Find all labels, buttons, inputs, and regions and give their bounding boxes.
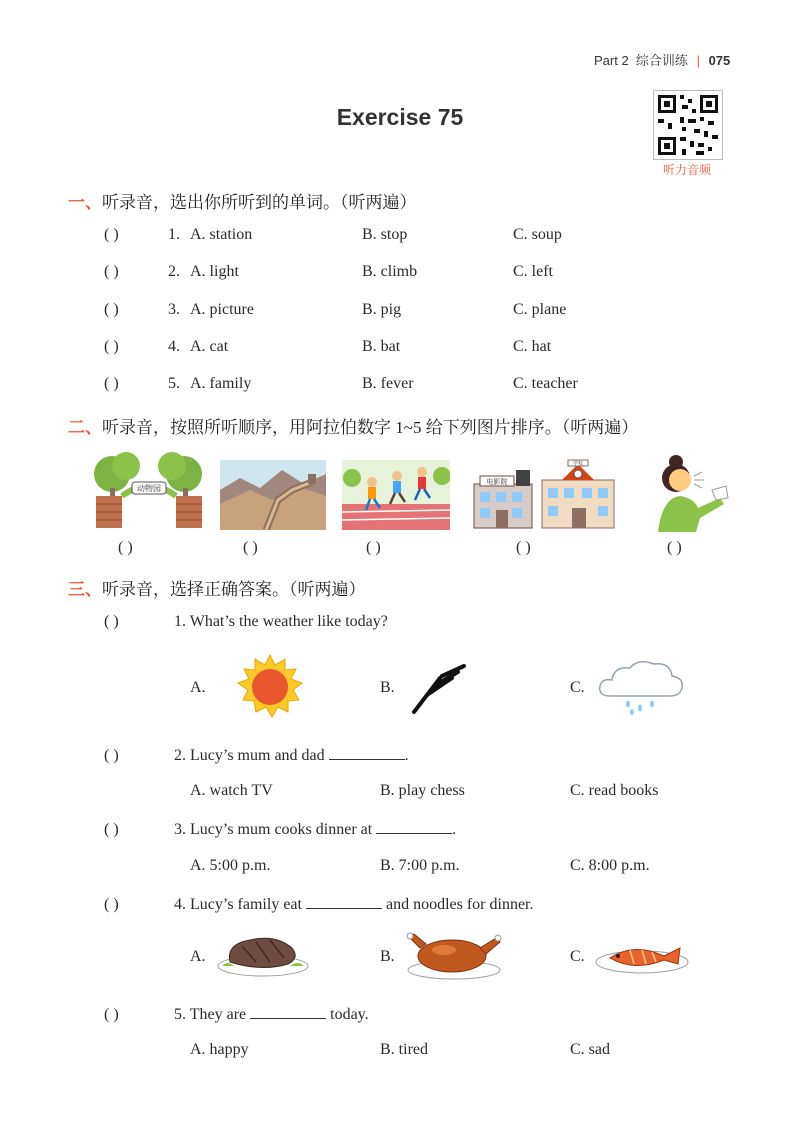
picture-paren-4[interactable]: ( ) [516,539,531,556]
option-a: A. happy [190,1041,249,1058]
option-c: C. teacher [513,375,578,392]
section2-title [68,413,638,438]
section2-instruction: 听录音，按照所听顺序，用阿拉伯数字 1~5 给下列图片排序。（听两遍） [102,418,639,437]
question-5 [104,1004,369,1024]
option-a: A. cat [190,338,229,355]
picture-paren-2[interactable]: ( ) [243,539,258,556]
item-number: 4. [168,338,180,355]
answer-blank[interactable] [376,819,452,834]
school-sign: 学校 [572,461,584,467]
answer-paren[interactable]: ( ) [104,226,119,243]
option-b: B. climb [362,263,418,280]
section2-number: 二、 [68,418,102,437]
page-number: 075 [708,53,731,68]
answer-paren[interactable]: ( ) [104,263,119,280]
item-number: 3. [168,301,180,318]
option-b: B. bat [362,338,401,355]
qr-label: 听力音频 [662,163,711,177]
option-a: A. [190,948,206,965]
zoo-gate-icon [92,452,206,530]
option-a: A. family [190,375,252,392]
section3-instruction: 听录音，选择正确答案。（听两遍） [102,580,366,599]
option-b: B. fever [362,375,414,392]
option-c: C. hat [513,338,552,355]
option-a: A. [190,679,206,696]
answer-paren[interactable]: ( ) [104,821,119,838]
list-item [104,301,744,323]
option-c: C. left [513,263,553,280]
rain-cloud-icon [596,658,686,716]
section1-title [68,188,417,213]
header-part: Part 2 [594,53,629,68]
section1-number: 一、 [68,193,102,212]
girl-sneezing-icon [656,454,736,532]
picture-paren-1[interactable]: ( ) [118,539,133,556]
steak-icon [216,932,310,978]
item-number: 2. [168,263,180,280]
question-text: 2. Lucy’s mum and dad [174,747,325,764]
option-a: A. watch TV [190,782,273,799]
answer-paren[interactable]: ( ) [104,375,119,392]
question-1 [104,613,388,631]
great-wall-icon [220,460,326,530]
sun-icon [236,654,304,720]
question-text: 3. Lucy’s mum cooks dinner at [174,821,373,838]
option-c: C. plane [513,301,567,318]
exercise-title: Exercise 75 [336,104,464,130]
answer-blank[interactable] [329,745,405,760]
list-item [104,263,744,285]
section3-number: 三、 [68,580,102,599]
item-number: 5. [168,375,180,392]
question-text-end: today. [330,1006,369,1023]
option-c: C. [570,948,585,965]
question-4 [104,894,534,914]
option-b: B. [380,679,395,696]
option-b: B. 7:00 p.m. [380,857,460,874]
option-b: B. tired [380,1041,428,1058]
option-a: A. 5:00 p.m. [190,857,271,874]
qr-code-icon[interactable] [653,90,723,160]
option-a: A. picture [190,301,254,318]
item-number: 1. [168,226,180,243]
children-running-icon [342,460,450,530]
question-text-end: and noodles for dinner. [385,896,534,913]
option-b: B. pig [362,301,402,318]
answer-paren[interactable]: ( ) [104,338,119,355]
option-c: C. [570,679,585,696]
question-2 [104,745,409,765]
option-c: C. 8:00 p.m. [570,857,650,874]
answer-blank[interactable] [250,1004,326,1019]
list-item [104,226,744,248]
list-item [104,375,744,397]
answer-paren[interactable]: ( ) [104,1006,119,1023]
question-3 [104,819,456,839]
section1-instruction: 听录音，选出你所听到的单词。（听两遍） [102,193,417,212]
question-text-end: . [404,747,409,764]
cinema-school-buildings-icon [472,456,616,530]
picture-paren-5[interactable]: ( ) [667,539,682,556]
page-header [594,50,730,69]
roast-chicken-icon [404,928,504,980]
option-b: B. play chess [380,782,465,799]
zoo-sign: 动物园 [137,484,161,493]
option-c: C. read books [570,782,659,799]
question-text: 5. They are [174,1006,247,1023]
fish-dish-icon [594,936,690,976]
cinema-sign: 电影院 [486,478,508,486]
option-b: B. stop [362,226,408,243]
picture-paren-3[interactable]: ( ) [366,539,381,556]
answer-paren[interactable]: ( ) [104,896,119,913]
option-c: C. sad [570,1041,610,1058]
answer-paren[interactable]: ( ) [104,613,119,630]
question-text: 1. What’s the weather like today? [174,613,388,630]
section3-title [68,575,366,600]
header-section: 综合训练 [635,53,688,68]
option-c: C. soup [513,226,562,243]
wind-icon [410,664,468,716]
question-text: 4. Lucy’s family eat [174,896,302,913]
answer-paren[interactable]: ( ) [104,301,119,318]
answer-blank[interactable] [306,894,382,909]
list-item [104,338,744,360]
header-divider: | [696,53,700,68]
option-a: A. station [190,226,253,243]
question-text-end: . [452,821,457,838]
option-a: A. light [190,263,239,280]
answer-paren[interactable]: ( ) [104,747,119,764]
option-b: B. [380,948,395,965]
